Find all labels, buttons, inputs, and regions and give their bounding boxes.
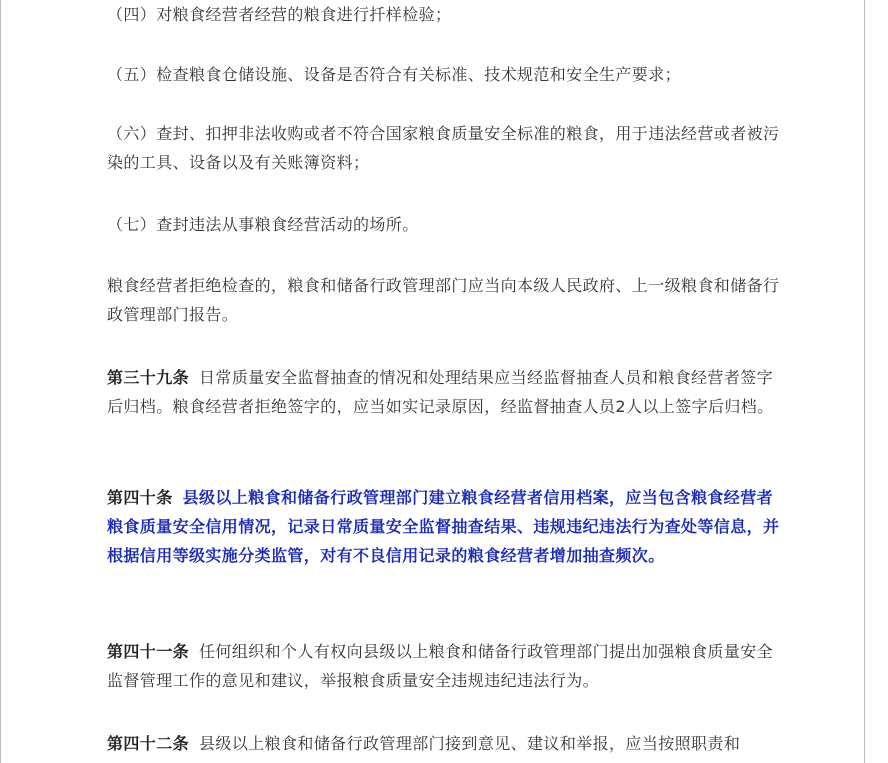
article-41 — [107, 637, 787, 695]
left-border — [0, 0, 1, 763]
right-border — [864, 0, 865, 763]
list-item-5: （五）检查粮食仓储设施、设备是否符合有关标准、技术规范和安全生产要求； — [107, 65, 682, 84]
article-39-number: 第三十九条 — [107, 368, 190, 387]
article-42-text: 县级以上粮食和储备行政管理部门接到意见、建议和举报，应当按照职责和 — [199, 734, 741, 753]
article-39-text: 日常质量安全监督抽查的情况和处理结果应当经监督抽查人员和粮食经营者签字后归档。粮食经营者拒绝签字的，应当如实记录原因，经监督抽查人员2人以上签字后归档。 — [107, 368, 774, 416]
article-40 — [107, 483, 787, 570]
article-40-text: 县级以上粮食和储备行政管理部门建立粮食经营者信用档案，应当包含粮食经营者粮食质量安全信用情况，记录日常质量安全监督抽查结果、违规违纪违法行为查处等信息，并根据信用等级实施分类监管，对有不良信用记录的粮食经营者增加抽查频次。 — [107, 488, 780, 565]
article-42 — [107, 729, 787, 758]
list-item-4: （四）对粮食经营者经营的粮食进行扦样检验； — [107, 5, 452, 24]
list-item-6: （六）查封、扣押非法收购或者不符合国家粮食质量安全标准的粮食，用于违法经营或者被污染的工具、设备以及有关账簿资料； — [107, 124, 780, 172]
article-40-number: 第四十条 — [107, 488, 173, 507]
refusal-paragraph: 粮食经营者拒绝检查的，粮食和储备行政管理部门应当向本级人民政府、上一级粮食和储备行政管理部门报告。 — [107, 276, 780, 324]
list-item-7: （七）查封违法从事粮食经营活动的场所。 — [107, 215, 419, 234]
article-41-text: 任何组织和个人有权向县级以上粮食和储备行政管理部门提出加强粮食质量安全监督管理工作的意见和建议，举报粮食质量安全违规违纪违法行为。 — [107, 642, 774, 690]
article-42-number: 第四十二条 — [107, 734, 190, 753]
article-41-number: 第四十一条 — [107, 642, 190, 661]
article-39 — [107, 363, 787, 421]
